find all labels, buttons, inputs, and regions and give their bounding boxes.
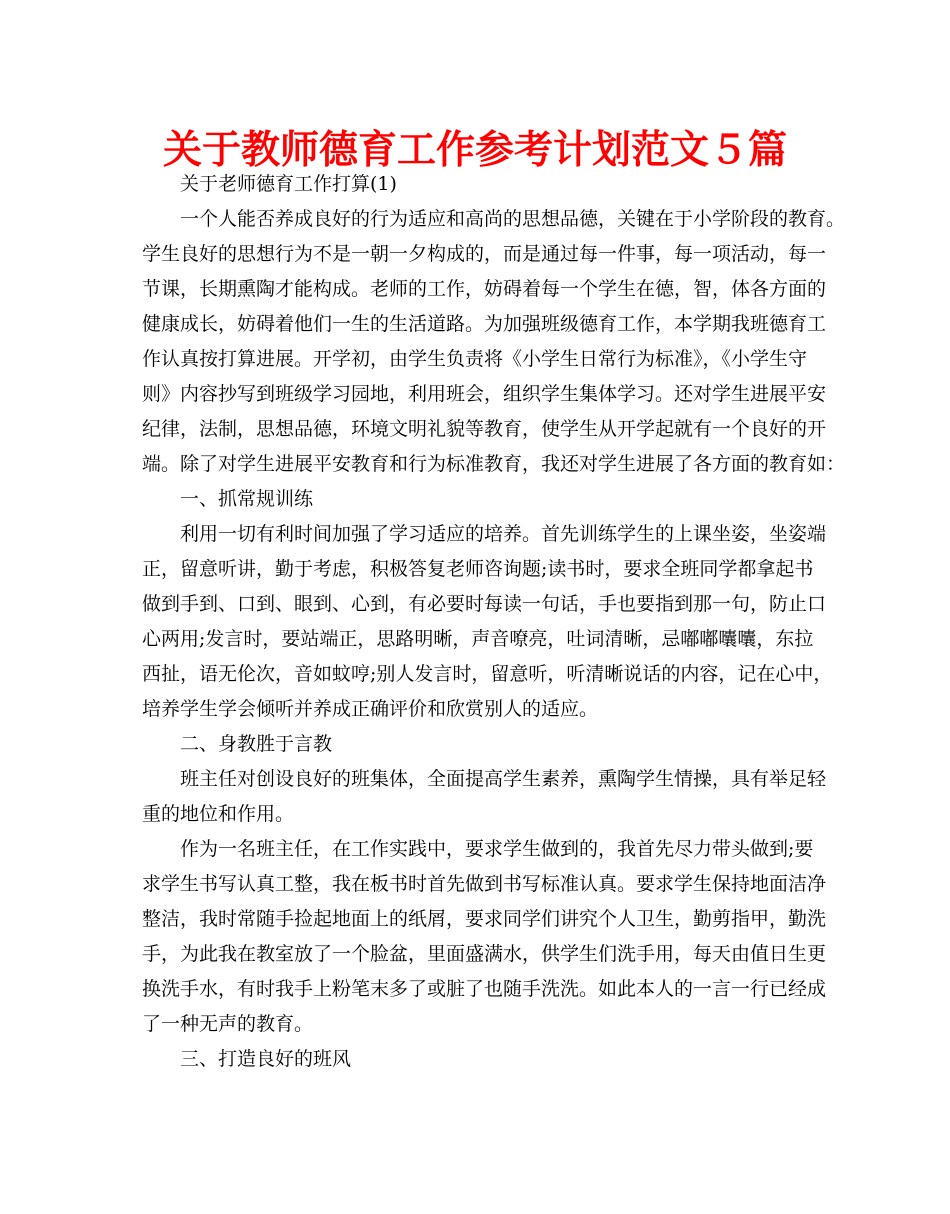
- section-heading-2: 二、身教胜于言教: [180, 733, 333, 755]
- paragraph-line: 一个人能否养成良好的行为适应和高尚的思想品德，关键在于小学阶段的教育。: [180, 208, 846, 230]
- paragraph-line: 则》内容抄写到班级学习园地，利用班会，组织学生集体学习。还对学生进展平安: [142, 383, 827, 405]
- paragraph-line: 健康成长，妨碍着他们一生的生活道路。为加强班级德育工作，本学期我班德育工: [142, 313, 827, 335]
- section-heading-3: 三、打造良好的班风: [180, 1048, 352, 1070]
- document-title: 关于教师德育工作参考计划范文５篇: [162, 128, 787, 173]
- paragraph-line: 端。除了对学生进展平安教育和行为标准教育，我还对学生进展了各方面的教育如：: [142, 453, 846, 475]
- paragraph-line: 西扯，语无伦次，音如蚊哼;别人发言时，留意听，听清晰说话的内容，记在心中，: [142, 663, 833, 685]
- section-heading-1: 一、抓常规训练: [180, 488, 314, 510]
- paragraph-line: 学生良好的思想行为不是一朝一夕构成的，而是通过每一件事，每一项活动，每一: [142, 243, 827, 265]
- paragraph-line: 培养学生学会倾听并养成正确评价和欣赏别人的适应。: [142, 698, 599, 720]
- paragraph-head-teacher-role: [142, 762, 827, 832]
- paragraph-line: 重的地位和作用。: [142, 803, 295, 825]
- paragraph-line: 正，留意听讲，勤于考虑，积极答复老师咨询题;读书时，要求全班同学都拿起书: [142, 558, 814, 580]
- paragraph-line: 换洗手水，有时我手上粉笔末多了或脏了也随手洗洗。如此本人的一言一行已经成: [142, 978, 827, 1000]
- paragraph-line: 纪律，法制，思想品德，环境文明礼貌等教育，使学生从开学起就有一个良好的开: [142, 418, 827, 440]
- paragraph-line: 手，为此我在教室放了一个脸盆，里面盛满水，供学生们洗手用，每天由值日生更: [142, 943, 827, 965]
- paragraph-intro: [142, 202, 846, 482]
- subtitle: 关于老师德育工作打算(1): [180, 173, 397, 195]
- paragraph-line: 节课，长期熏陶才能构成。老师的工作，妨碍着每一个学生在德，智，体各方面的: [142, 278, 827, 300]
- paragraph-line: 作认真按打算进展。开学初，由学生负责将《小学生日常行为标准》，《小学生守: [142, 348, 808, 370]
- paragraph-line: 做到手到、口到、眼到、心到，有必要时每读一句话，手也要指到那一句，防止口: [142, 593, 827, 615]
- paragraph-line: 作为一名班主任，在工作实践中，要求学生做到的，我首先尽力带头做到;要: [180, 838, 814, 860]
- paragraph-line: 班主任对创设良好的班集体，全面提高学生素养，熏陶学生情操，具有举足轻: [180, 768, 827, 790]
- paragraph-line: 心两用;发言时，要站端正，思路明晰，声音嘹亮，吐词清晰，忌嘟嘟囔囔，东拉: [142, 628, 814, 650]
- paragraph-routine-training: [142, 517, 833, 727]
- paragraph-line: 了一种无声的教育。: [142, 1013, 314, 1035]
- paragraph-lead-by-example: [142, 832, 827, 1042]
- paragraph-line: 求学生书写认真工整，我在板书时首先做到书写标准认真。要求学生保持地面洁净: [142, 873, 827, 895]
- paragraph-line: 整洁，我时常随手捡起地面上的纸屑，要求同学们讲究个人卫生，勤剪指甲，勤洗: [142, 908, 827, 930]
- paragraph-line: 利用一切有利时间加强了学习适应的培养。首先训练学生的上课坐姿，坐姿端: [180, 523, 827, 545]
- document-body: [142, 167, 846, 1077]
